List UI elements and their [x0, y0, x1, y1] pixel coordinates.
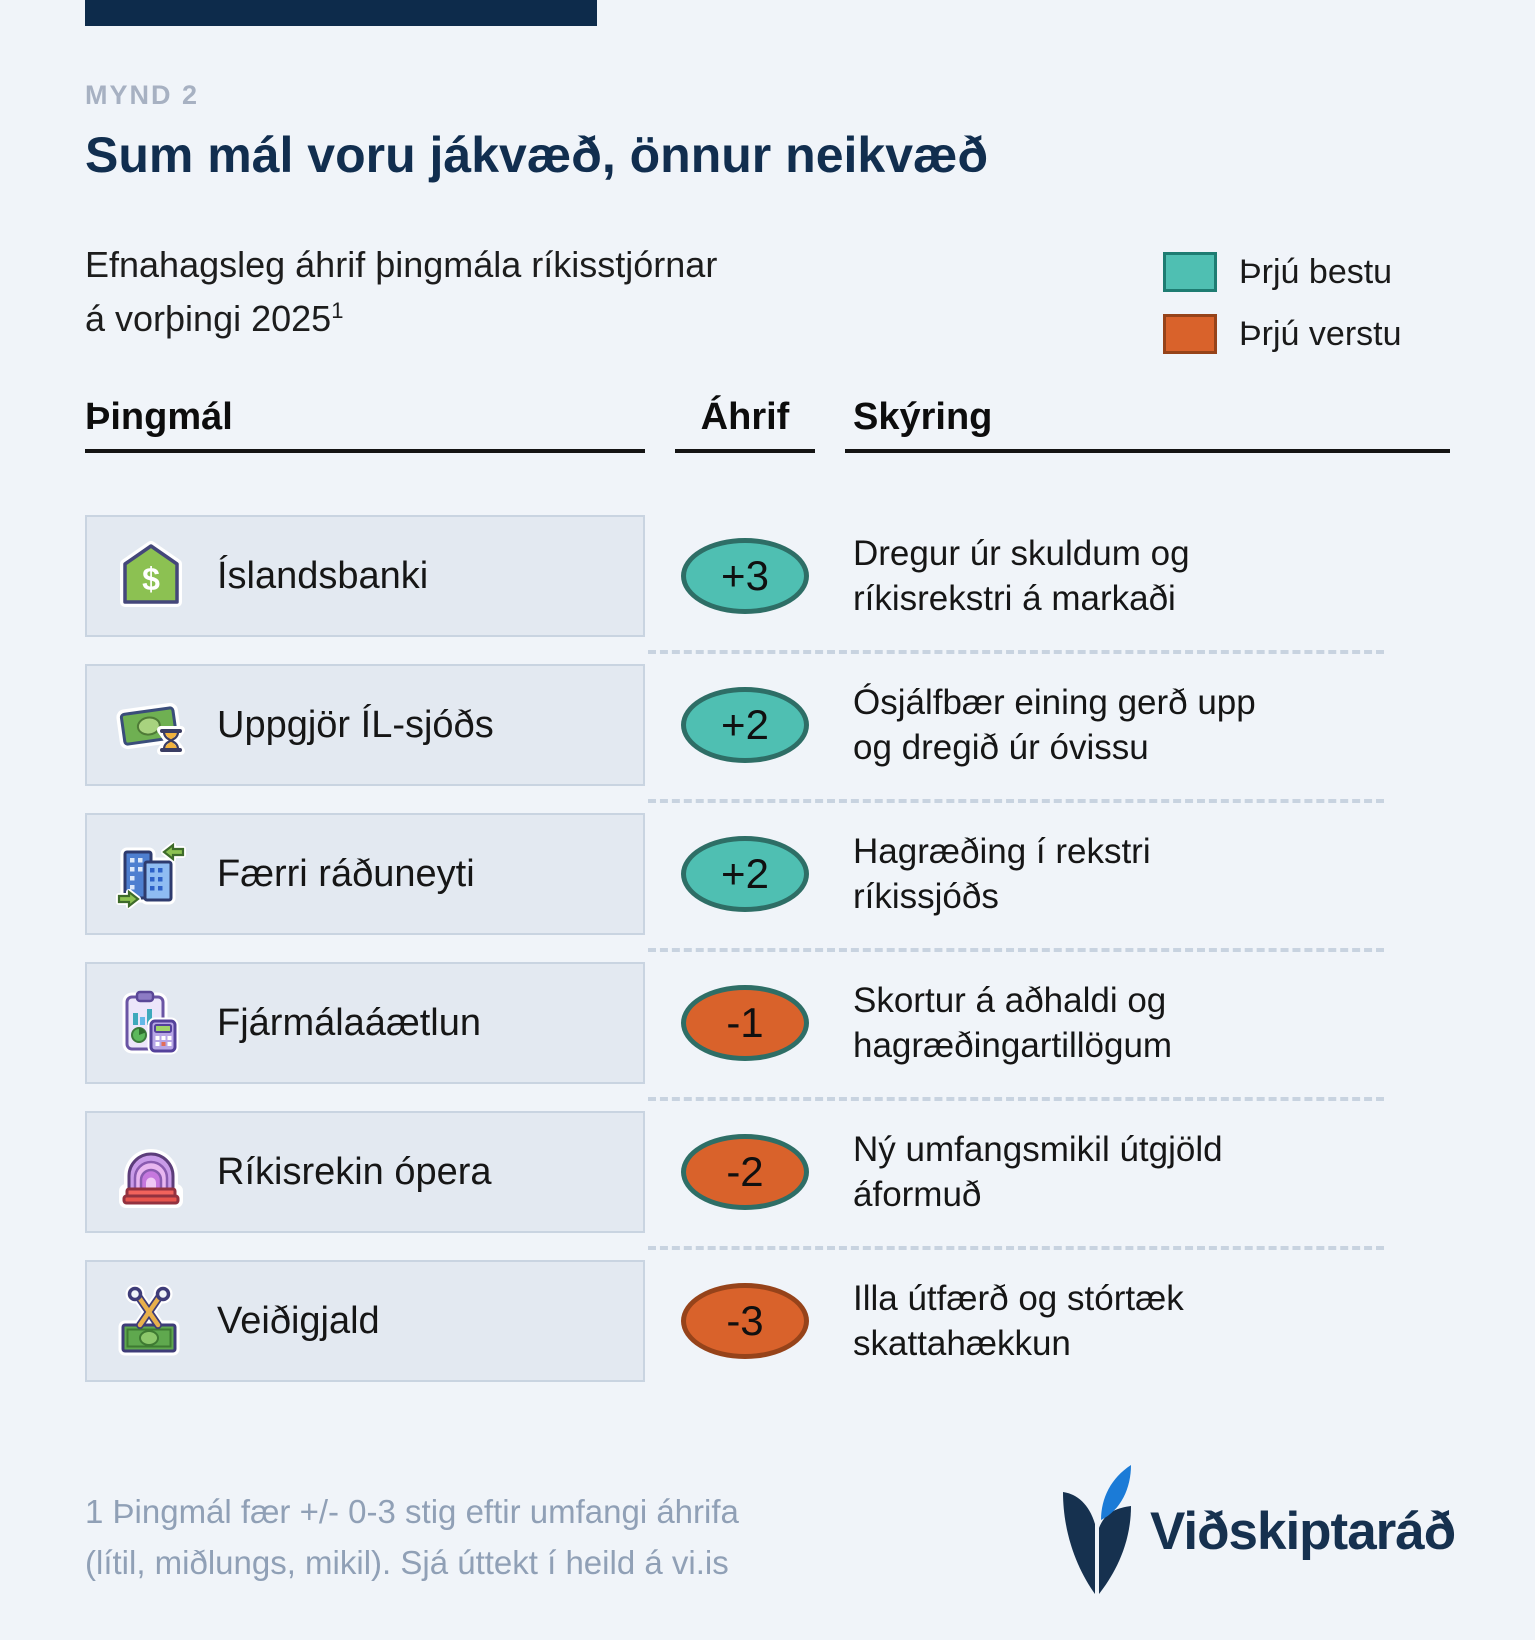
column-header-topic: Þingmál [85, 396, 645, 453]
money-tag-icon [115, 540, 187, 612]
worst-swatch [1163, 314, 1217, 354]
row-separator [648, 1097, 1384, 1101]
table-header [85, 396, 1450, 453]
scissors-banknote-icon [115, 1285, 187, 1357]
explanation-text: Skortur á aðhaldi og hagræðingartillögum [853, 980, 1173, 1065]
clipboard-calculator-icon [115, 987, 187, 1059]
topic-card [85, 515, 645, 637]
row-separator [648, 948, 1384, 952]
clipboard-calculator-icon [115, 987, 187, 1059]
topic-card [85, 664, 645, 786]
banknote-hourglass-icon [115, 689, 187, 761]
topic-label: Færri ráðuneyti [217, 852, 475, 895]
best-swatch [1163, 252, 1217, 292]
table-row [85, 515, 1450, 637]
legend-item-worst [1163, 314, 1402, 354]
footnote-line-1: 1 Þingmál fær +/- 0-3 stig eftir umfangi áhrifa [85, 1493, 739, 1530]
topic-card [85, 1111, 645, 1233]
footnote-line-2: (lítil, miðlungs, mikil). Sjá úttekt í heild á vi.is [85, 1544, 729, 1582]
banknote-hourglass-icon [115, 689, 187, 761]
legend-label-worst: Þrjú verstu [1239, 314, 1402, 353]
scissors-banknote-icon [115, 1285, 187, 1357]
top-accent-bar [85, 0, 597, 26]
topic-label: Uppgjör ÍL-sjóðs [217, 703, 494, 746]
explanation-text: Dregur úr skuldum og ríkisrekstri á markaði [853, 533, 1190, 618]
topic-card [85, 813, 645, 935]
topic-label: Fjármálaáætlun [217, 1001, 481, 1044]
topic-card [85, 962, 645, 1084]
impact-badge: +3 [681, 538, 809, 614]
explanation-text: Ný umfangsmikil útgjöld áformuð [853, 1129, 1223, 1214]
explanation-text: Illa útfærð og stórtæk skattahækkun [853, 1278, 1184, 1363]
merging-buildings-icon [115, 838, 187, 910]
topic-label: Veiðigjald [217, 1299, 380, 1342]
column-header-explanation: Skýring [845, 396, 1450, 453]
subtitle-line-2: á vorþingi 2025$^1$ [85, 298, 344, 339]
money-tag-icon [115, 540, 187, 612]
brand-name: Viðskiptaráð [1150, 1501, 1456, 1561]
footnote-marker: 1 [331, 298, 344, 323]
row-separator [648, 799, 1384, 803]
legend-item-best [1163, 252, 1402, 292]
vidskiptarad-logo-icon [1058, 1462, 1136, 1600]
impact-badge: -3 [681, 1283, 809, 1359]
impact-badge: -1 [681, 985, 809, 1061]
legend [1163, 252, 1402, 354]
row-separator [648, 1246, 1384, 1250]
brand-logo [1058, 1462, 1455, 1600]
opera-stage-icon [115, 1136, 187, 1208]
merging-buildings-icon [115, 838, 187, 910]
subtitle-line-1: Efnahagsleg áhrif þingmála ríkisstjórnar [85, 244, 718, 285]
explanation-text: Hagræðing í rekstri ríkissjóðs [853, 831, 1151, 916]
explanation-text: Ósjálfbær eining gerð upp og dregið úr óvissu [853, 682, 1256, 767]
table-row [85, 1260, 1450, 1382]
table-row [85, 962, 1450, 1084]
impact-badge: -2 [681, 1134, 809, 1210]
impact-badge: +2 [681, 687, 809, 763]
impact-badge: +2 [681, 836, 809, 912]
table-row [85, 664, 1450, 786]
opera-stage-icon [115, 1136, 187, 1208]
row-separator [648, 650, 1384, 654]
table-row [85, 813, 1450, 935]
page-title: Sum mál voru jákvæð, önnur neikvæð [85, 127, 989, 183]
figure-kicker: MYND 2 [85, 80, 200, 110]
table-body [85, 515, 1450, 1409]
topic-card [85, 1260, 645, 1382]
topic-label: Ríkisrekin ópera [217, 1150, 492, 1193]
legend-label-best: Þrjú bestu [1239, 252, 1393, 291]
figure-subtitle [85, 238, 717, 346]
table-row [85, 1111, 1450, 1233]
topic-label: Íslandsbanki [217, 554, 429, 597]
svg-text:$: $ [142, 561, 160, 597]
footnote [85, 1486, 739, 1588]
column-header-impact: Áhrif [675, 396, 815, 453]
